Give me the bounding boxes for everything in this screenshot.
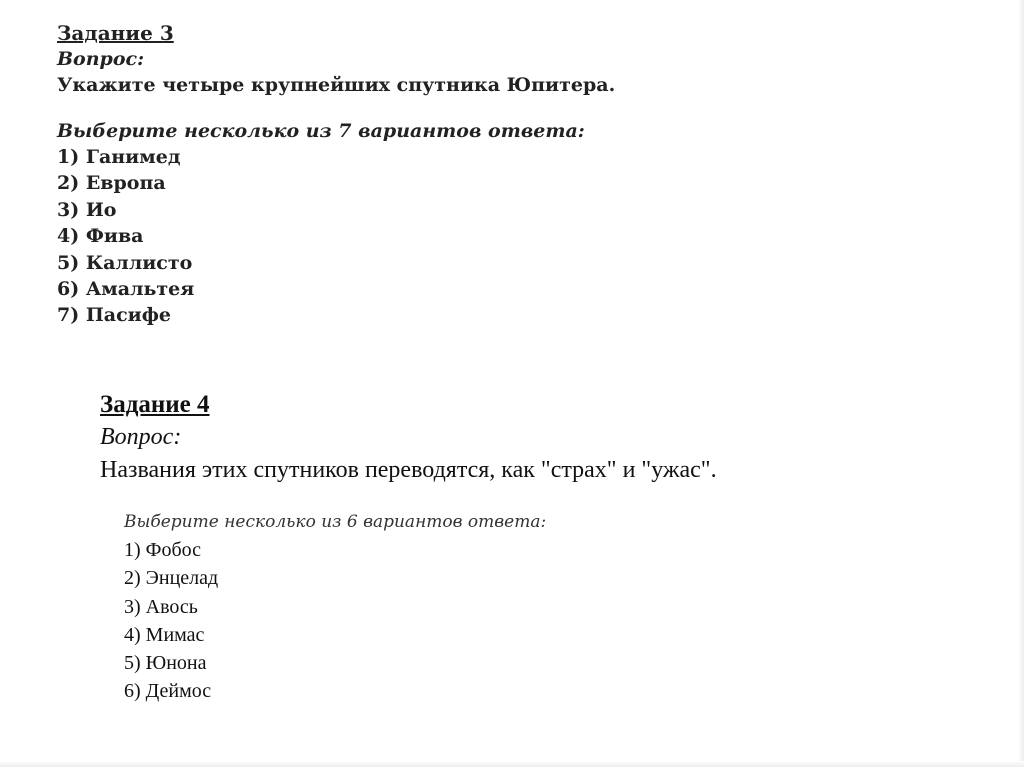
task-3-spacer: [57, 98, 615, 118]
task-4-option: 2) Энцелад: [124, 567, 219, 590]
task-3-option: 1) Ганимед: [57, 146, 181, 168]
task-4-answer-prompt: Выберите несколько из 6 вариантов ответа:: [124, 512, 547, 532]
task-3-option: 6) Амальтея: [57, 278, 195, 301]
task-4-option: 6) Деймос: [124, 680, 212, 703]
task-4-question: Названия этих спутников переводятся, как "страх" и "ужас".: [100, 457, 717, 483]
task-4-option: 1) Фобос: [124, 539, 202, 562]
task-4-question-label: Вопрос:: [100, 424, 182, 450]
task-3-block: [57, 20, 615, 329]
task-3-option: 2) Европа: [57, 172, 166, 195]
task-4-options-list: [124, 536, 644, 705]
task-4-option: 3) Авось: [124, 595, 198, 618]
slide-edge-shadow-right: [1018, 0, 1024, 767]
task-3-option: 5) Каллисто: [57, 251, 193, 274]
task-4-title: Задание 4: [100, 391, 210, 418]
task-3-answer-prompt: Выберите несколько из 7 вариантов ответа:: [57, 120, 585, 142]
task-4-option: 5) Юнона: [124, 652, 207, 675]
task-3-title: Задание 3: [57, 21, 174, 45]
task-3-option: 4) Фива: [57, 225, 144, 248]
task-3-option: 7) Пасифе: [57, 304, 171, 327]
task-4-option: 4) Мимас: [124, 623, 205, 646]
task-4-block: [100, 388, 717, 703]
task-4-answer-block: [124, 508, 644, 705]
slide-edge-shadow-bottom: [0, 761, 1024, 767]
task-3-question-label: Вопрос:: [57, 48, 145, 70]
task-3-option: 3) Ио: [57, 198, 117, 221]
task-3-options-list: [57, 144, 615, 329]
task-3-question: Укажите четыре крупнейших спутника Юпитера.: [57, 74, 616, 96]
